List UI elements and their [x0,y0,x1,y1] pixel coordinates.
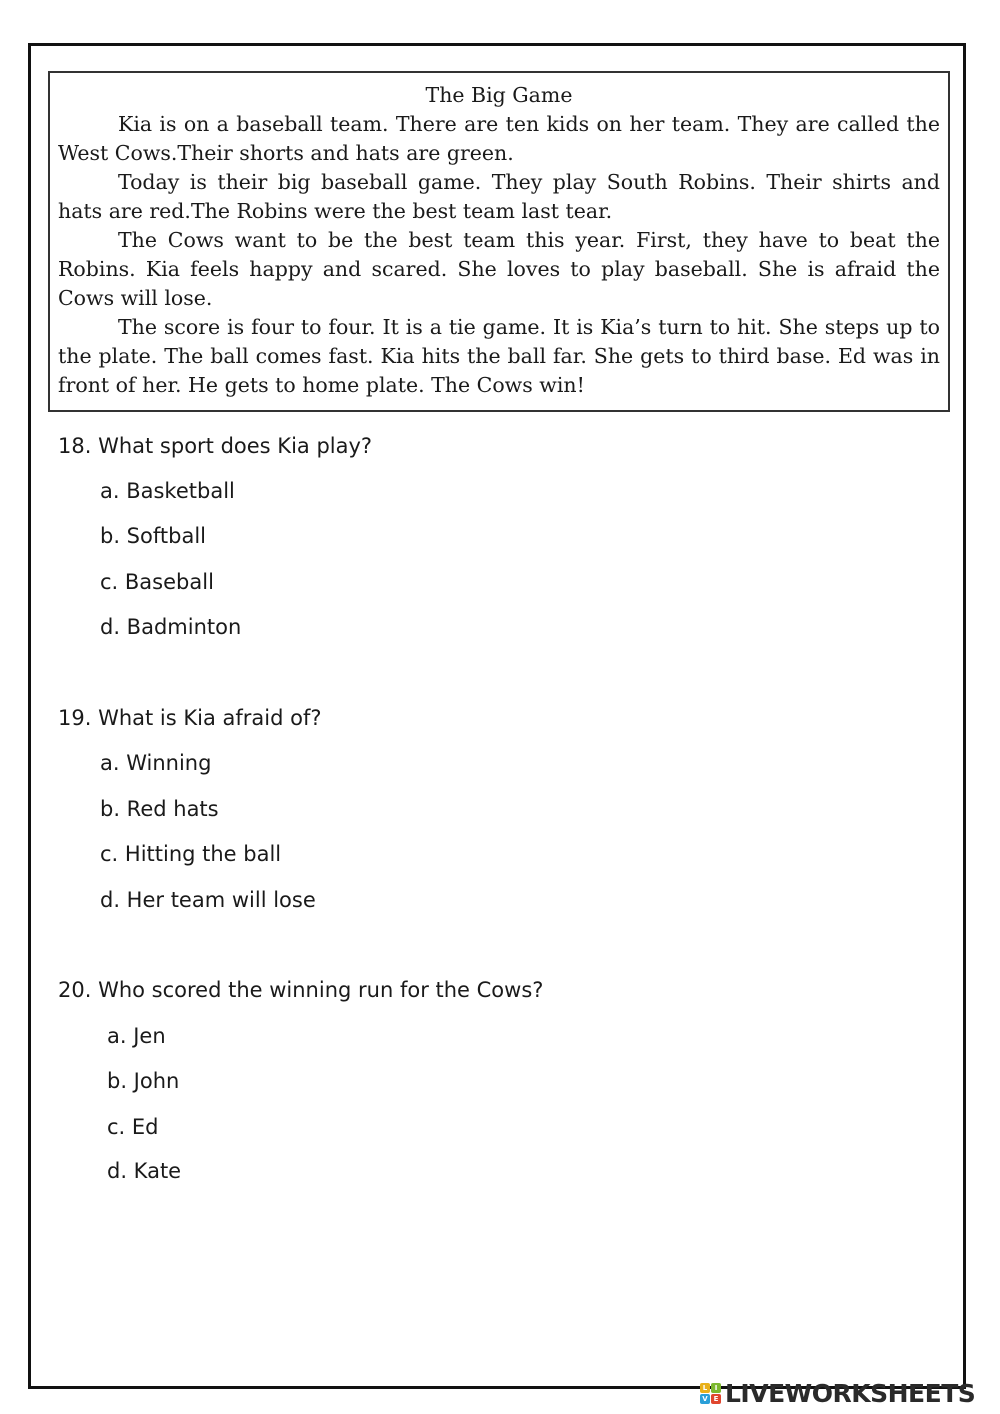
logo-mark-cell: V [700,1394,710,1404]
passage-title: The Big Game [425,83,573,107]
logo-mark-cell: I [711,1383,721,1393]
question-18-choice-c[interactable]: c. Baseball [100,570,214,594]
reading-passage [48,71,950,412]
question-20: 20. Who scored the winning run for the Cows? [58,978,544,1002]
question-19-choice-d[interactable]: d. Her team will lose [100,888,316,912]
question-20-choice-a[interactable]: a. Jen [107,1024,166,1048]
logo-mark-icon [700,1383,721,1404]
liveworksheets-logo [700,1378,975,1408]
question-19: 19. What is Kia afraid of? [58,706,322,730]
question-19-choice-a[interactable]: a. Winning [100,751,212,775]
passage-paragraph: Today is their big baseball game. They play South Robins. Their shirts and hats are red.The Robins were the best team last tear. [58,170,940,223]
question-19-choice-c[interactable]: c. Hitting the ball [100,842,282,866]
logo-mark-cell: E [711,1394,721,1404]
passage-paragraph: Kia is on a baseball team. There are ten kids on her team. They are called the West Cows.Their shorts and hats are green. [58,112,940,165]
question-18-choice-b[interactable]: b. Softball [100,524,206,548]
logo-mark-cell: L [700,1383,710,1393]
question-18-choice-d[interactable]: d. Badminton [100,615,242,639]
question-18: 18. What sport does Kia play? [58,434,373,458]
question-20-choice-d[interactable]: d. Kate [107,1159,182,1183]
question-18-choice-a[interactable]: a. Basketball [100,479,235,503]
passage-paragraph: The score is four to four. It is a tie game. It is Kia’s turn to hit. She steps up to the plate. The ball comes fast. Kia hits the ball far. She gets to third base. Ed was in front of her. He gets to home plate. The Cows win! [58,315,940,397]
question-20-choice-b[interactable]: b. John [107,1069,180,1093]
question-20-choice-c[interactable]: c. Ed [107,1115,159,1139]
logo-text: LIVEWORKSHEETS [725,1378,976,1408]
passage-paragraph: The Cows want to be the best team this year. First, they have to beat the Robins. Kia feels happy and scared. She loves to play baseball. She is afraid the Cows will lose. [58,228,940,310]
question-19-choice-b[interactable]: b. Red hats [100,797,219,821]
